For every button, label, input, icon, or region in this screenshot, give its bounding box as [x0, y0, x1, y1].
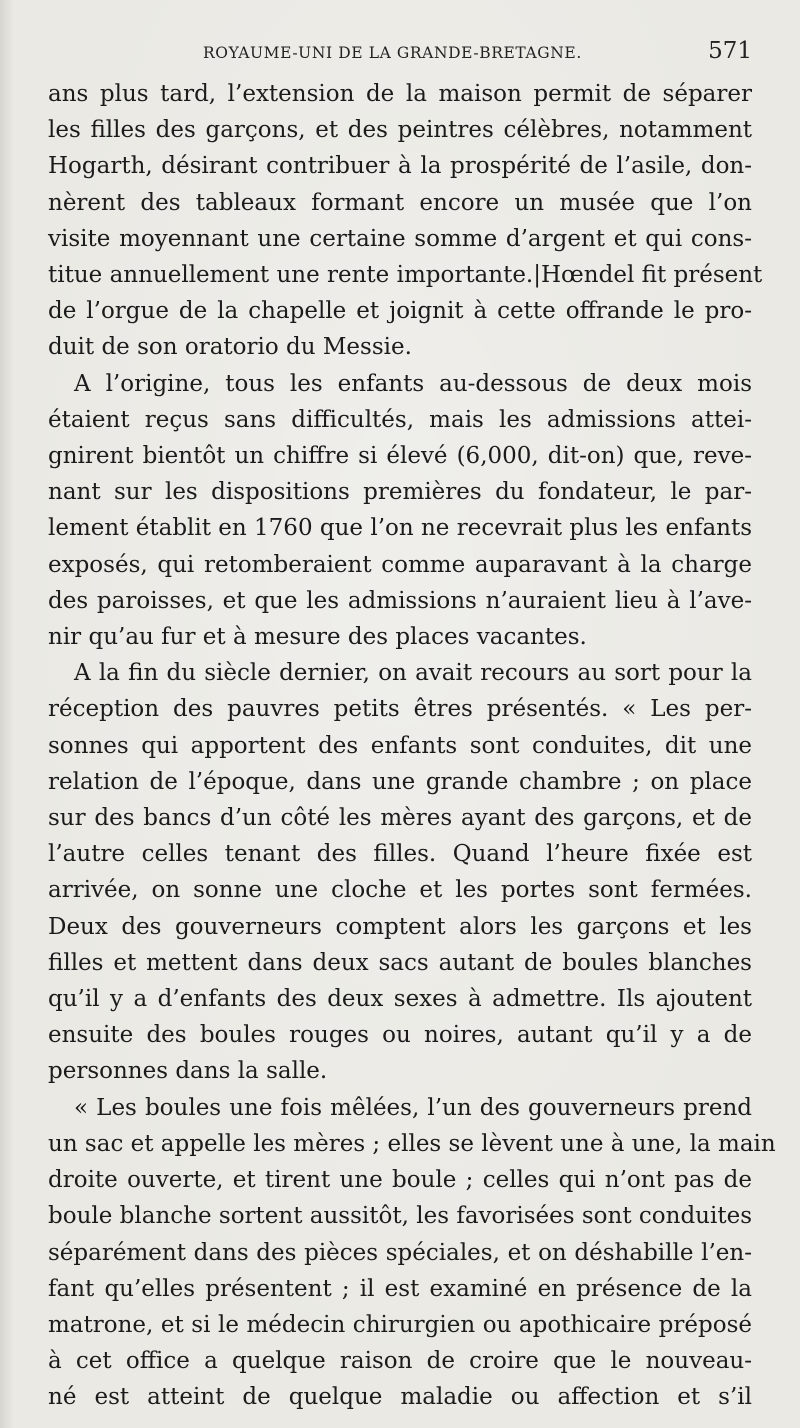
text-line: un sac et appelle les mères ; elles se lèvent une à une, la main — [48, 1130, 776, 1157]
paragraph — [48, 1090, 776, 1416]
text-line: A l’origine, tous les enfants au-dessous de deux mois — [74, 370, 752, 397]
text-line: arrivée, on sonne une cloche et les portes sont fermées. — [48, 877, 752, 904]
text-line: séparément dans des pièces spéciales, et on déshabille l’en- — [48, 1239, 752, 1266]
text-line: nant sur les dispositions premières du fondateur, le par- — [48, 479, 752, 506]
text-line: « Les boules une fois mêlées, l’un des gouverneurs prend — [74, 1094, 752, 1121]
page-edge-shadow — [0, 0, 14, 1428]
text-line: relation de l’époque, dans une grande chambre ; on place — [48, 768, 752, 795]
text-line: titue annuellement une rente importante.|Hœndel fit présent — [48, 262, 763, 289]
paragraph — [48, 366, 752, 656]
text-line: né est atteint de quelque maladie ou affection et s’il — [48, 1384, 752, 1411]
text-line: les filles des garçons, et des peintres célèbres, notamment — [48, 117, 752, 144]
text-line: nèrent des tableaux formant encore un musée que l’on — [48, 189, 752, 216]
text-line: boule blanche sortent aussitôt, les favorisées sont conduites — [48, 1203, 752, 1230]
text-line: ensuite des boules rouges ou noires, autant qu’il y a de — [48, 1022, 752, 1049]
paragraph — [48, 76, 763, 366]
text-line: visite moyennant une certaine somme d’argent et qui cons- — [48, 225, 752, 252]
text-line: des paroisses, et que les admissions n’auraient lieu à l’ave- — [48, 587, 752, 614]
text-line: lement établit en 1760 que l’on ne recevrait plus les enfants — [48, 515, 753, 542]
page-number: 571 — [708, 38, 752, 64]
body-text — [48, 76, 776, 1416]
text-line: sur des bancs d’un côté les mères ayant des garçons, et de — [48, 805, 752, 832]
text-line: A la fin du siècle dernier, on avait recours au sort pour la — [74, 660, 752, 687]
running-title: ROYAUME-UNI DE LA GRANDE-BRETAGNE. — [203, 44, 582, 62]
paragraph — [48, 655, 752, 1089]
text-line: de l’orgue de la chapelle et joignit à cette offrande le pro- — [48, 298, 752, 325]
text-line: l’autre celles tenant des filles. Quand l’heure fixée est — [48, 841, 752, 868]
text-line: duit de son oratorio du Messie. — [48, 334, 412, 361]
text-line: exposés, qui retomberaient comme auparavant à la charge — [48, 551, 752, 578]
text-line: matrone, et si le médecin chirurgien ou apothicaire préposé — [48, 1311, 752, 1338]
text-line: ans plus tard, l’extension de la maison permit de séparer — [48, 81, 752, 107]
text-line: gnirent bientôt un chiffre si élevé (6,000, dit-on) que, reve- — [48, 443, 752, 470]
text-line: fant qu’elles présentent ; il est examiné en présence de la — [48, 1275, 752, 1302]
text-line: personnes dans la salle. — [48, 1058, 328, 1085]
text-line: étaient reçus sans difficultés, mais les admissions attei- — [48, 406, 752, 433]
text-line: qu’il y a d’enfants des deux sexes à admettre. Ils ajoutent — [48, 986, 752, 1013]
text-line: nir qu’au fur et à mesure des places vacantes. — [48, 624, 587, 651]
text-line: sonnes qui apportent des enfants sont conduites, dit une — [48, 732, 752, 759]
text-line: filles et mettent dans deux sacs autant de boules blanches — [48, 949, 752, 976]
page-header — [48, 38, 752, 74]
text-line: Hogarth, désirant contribuer à la prospérité de l’asile, don- — [48, 153, 752, 180]
text-line: réception des pauvres petits êtres présentés. « Les per- — [48, 696, 752, 723]
text-line: à cet office a quelque raison de croire que le nouveau- — [48, 1348, 752, 1375]
text-line: droite ouverte, et tirent une boule ; celles qui n’ont pas de — [48, 1167, 752, 1194]
text-line: Deux des gouverneurs comptent alors les garçons et les — [48, 913, 752, 940]
